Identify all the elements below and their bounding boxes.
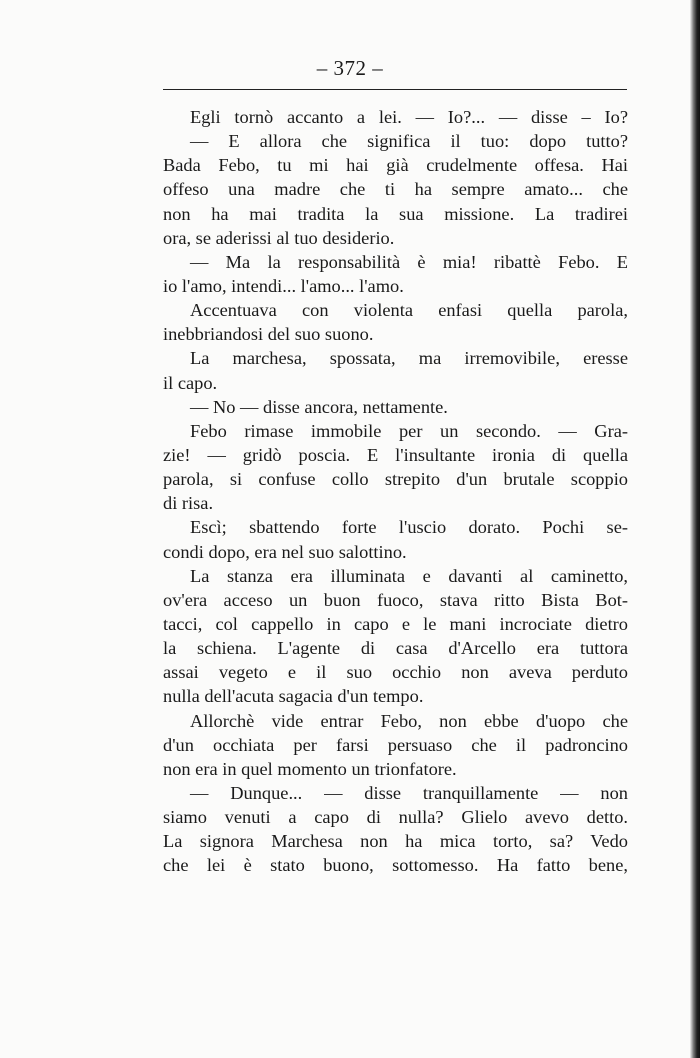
text-line: di risa. [163,493,214,514]
text-line: — No — disse ancora, nettamente. [190,396,448,417]
text-line: non ha mai tradita la sua missione. La tradirei [163,203,628,224]
text-line: Egli tornò accanto a lei. — Io?... — disse – Io? [190,107,628,127]
text-line: d'un occhiata per farsi persuaso che il padroncino [163,734,628,755]
text-line: tacci, col cappello in capo e le mani incrociate dietro [163,613,628,634]
text-line: che lei è stato buono, sottomesso. Ha fatto bene, [163,855,628,876]
text-line: offeso una madre che ti ha sempre amato... che [163,179,628,200]
page-edge-shadow [690,0,700,1058]
text-line: la schiena. L'agente di casa d'Arcello era tuttora [163,638,628,659]
text-line: — Dunque... — disse tranquillamente — non [190,782,628,803]
text-line: La signora Marchesa non ha mica torto, sa? Vedo [163,831,628,852]
text-line: — Ma la responsabilità è mia! ribattè Febo. E [190,251,628,272]
text-line: nulla dell'acuta sagacia d'un tempo. [163,686,424,707]
text-line: Escì; sbattendo forte l'uscio dorato. Pochi se- [190,517,628,538]
page-body [163,105,628,878]
text-line: il capo. [163,372,218,393]
text-line: Accentuava con violenta enfasi quella parola, [190,300,628,321]
text-line: La stanza era illuminata e davanti al caminetto, [190,565,628,586]
text-line: La marchesa, spossata, ma irremovibile, eresse [190,348,628,369]
text-line: inebbriandosi del suo suono. [163,324,374,345]
text-line: condi dopo, era nel suo salottino. [163,541,407,562]
text-line: Allorchè vide entrar Febo, non ebbe d'uopo che [190,710,628,731]
text-line: assai vegeto e il suo occhio non aveva perduto [163,662,628,683]
text-line: Bada Febo, tu mi hai già crudelmente offesa. Hai [163,155,628,176]
text-line: Febo rimase immobile per un secondo. — Gra- [190,420,628,441]
text-line: ov'era acceso un buon fuoco, stava ritto Bista Bot- [163,589,628,610]
header-rule [163,89,627,90]
text-line: io l'amo, intendi... l'amo... l'amo. [163,275,404,296]
text-line: parola, si confuse collo strepito d'un brutale scoppio [163,469,628,490]
text-line: — E allora che significa il tuo: dopo tutto? [190,131,628,152]
text-line: zie! — gridò poscia. E l'insultante ironia di quella [163,444,628,465]
page-number: – 372 – [316,56,384,80]
text-line: ora, se aderissi al tuo desiderio. [163,227,395,248]
text-line: non era in quel momento un trionfatore. [163,758,457,779]
text-line: siamo venuti a capo di nulla? Glielo avevo detto. [163,807,628,828]
